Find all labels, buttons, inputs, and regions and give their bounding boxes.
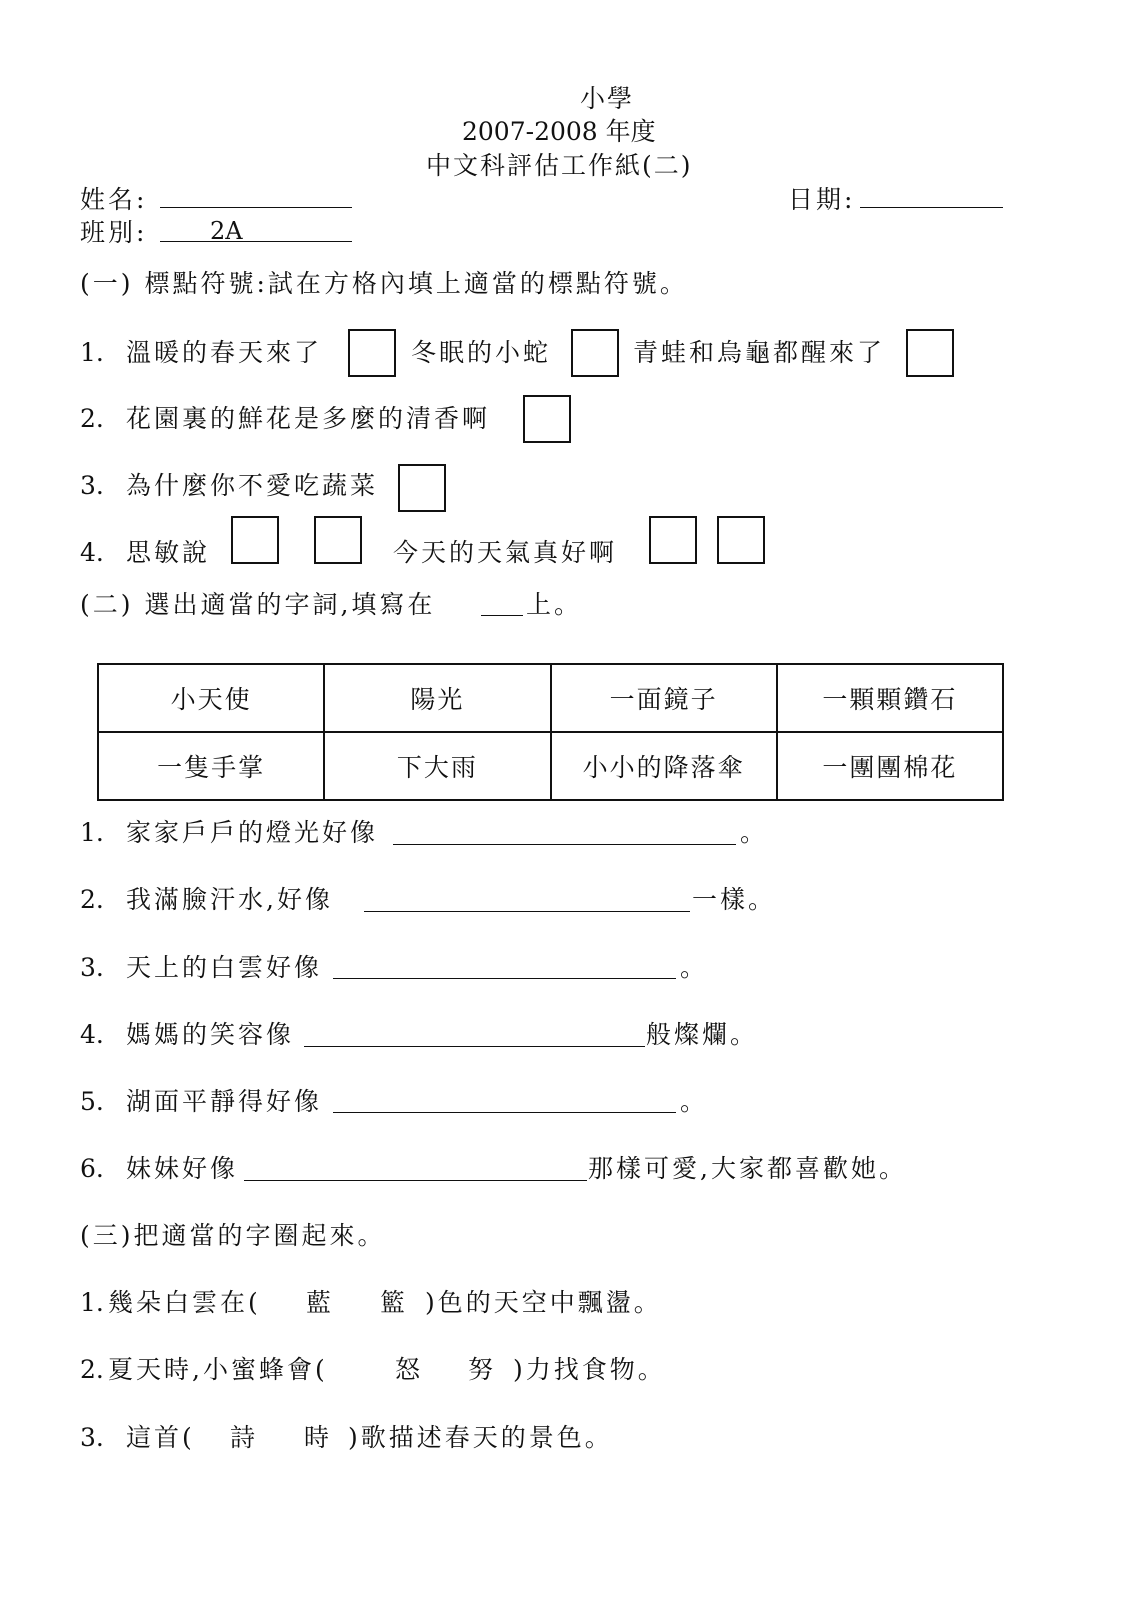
punctuation-box[interactable] [649,516,697,564]
word-cell: 一面鏡子 [551,664,777,732]
school-name: 小學 [580,84,635,113]
fill-q4-number: 4. [80,1020,104,1049]
punctuation-box[interactable] [348,329,396,377]
punctuation-box[interactable] [717,516,765,564]
fill-q2-blank[interactable] [364,911,690,912]
fill-q6-number: 6. [80,1154,104,1183]
q3-text: 為什麼你不愛吃蔬菜 [126,471,379,500]
fill-q6-blank[interactable] [244,1180,587,1181]
fill-q3-before: 天上的白雲好像 [126,953,323,982]
fill-q3-after: 。 [680,953,706,982]
fill-q5-before: 湖面平靜得好像 [126,1087,323,1116]
word-cell: 一團團棉花 [777,732,1003,800]
punctuation-box[interactable] [906,329,954,377]
q2-number: 2. [80,404,104,433]
circle-q1-after: )色的天空中飄盪。 [425,1288,662,1317]
circle-q1-option2[interactable]: 籃 [380,1288,406,1317]
fill-q3-blank[interactable] [333,978,676,979]
punctuation-box[interactable] [231,516,279,564]
word-cell: 下大雨 [324,732,550,800]
q4-text-part2: 今天的天氣真好啊 [393,538,618,567]
q1-text-part3: 青蛙和烏龜都醒來了 [633,338,886,367]
circle-q3-number: 3. [80,1423,104,1452]
fill-q2-before: 我滿臉汗水,好像 [126,885,333,914]
word-cell: 一顆顆鑽石 [777,664,1003,732]
section2-heading-blank [481,615,523,616]
word-cell: 一隻手掌 [98,732,324,800]
circle-q1-option1[interactable]: 藍 [306,1288,332,1317]
circle-q2-before: 夏天時,小蜜蜂會( [108,1355,328,1384]
punctuation-box[interactable] [398,464,446,512]
word-row [98,732,1003,800]
fill-q2-after: 一樣。 [692,885,777,914]
class-label: 班別: [80,218,148,247]
school-year: 2007-2008 年度 [462,117,656,146]
q2-text: 花園裏的鮮花是多麼的清香啊 [126,404,491,433]
q1-number: 1. [80,338,104,367]
q4-number: 4. [80,538,104,567]
word-cell: 陽光 [324,664,550,732]
circle-q3-after: )歌描述春天的景色。 [348,1423,613,1452]
q4-text-part1: 思敏說 [126,538,211,567]
worksheet-title: 中文科評估工作紙(二) [426,151,693,180]
fill-q1-before: 家家戶戶的燈光好像 [126,818,379,847]
circle-q2-option1[interactable]: 怒 [395,1355,421,1384]
circle-q2-after: )力找食物。 [513,1355,666,1384]
circle-q3-option2[interactable]: 時 [304,1423,330,1452]
circle-q3-option1[interactable]: 詩 [230,1423,256,1452]
fill-q5-blank[interactable] [333,1112,676,1113]
section1-heading: (一) 標點符號:試在方格內填上適當的標點符號。 [80,269,688,298]
name-label: 姓名: [80,185,148,214]
circle-q3-before: 這首( [126,1423,195,1452]
fill-q2-number: 2. [80,885,104,914]
fill-q5-after: 。 [680,1087,706,1116]
section2-heading-prefix: (二) 選出適當的字詞,填寫在 [80,590,436,619]
circle-q1-before: 幾朵白雲在( [108,1288,261,1317]
fill-q6-after: 那樣可愛,大家都喜歡她。 [588,1154,907,1183]
punctuation-box[interactable] [571,329,619,377]
q1-text-part1: 溫暖的春天來了 [126,338,323,367]
fill-q4-blank[interactable] [304,1046,645,1047]
fill-q4-before: 媽媽的笑容像 [126,1020,295,1049]
q1-text-part2: 冬眠的小蛇 [411,338,552,367]
fill-q1-blank[interactable] [393,844,736,845]
date-label: 日期: [788,185,856,214]
word-cell: 小天使 [98,664,324,732]
date-blank[interactable] [860,207,1003,208]
section2-heading-suffix: 上。 [526,590,583,619]
name-blank[interactable] [160,207,352,208]
fill-q1-number: 1. [80,818,104,847]
circle-q1-number: 1. [80,1288,104,1317]
circle-q2-option2[interactable]: 努 [468,1355,494,1384]
section3-heading: (三)把適當的字圈起來。 [80,1221,386,1250]
class-value: 2A [210,217,243,245]
fill-q4-after: 般燦爛。 [646,1020,759,1049]
word-cell: 小小的降落傘 [551,732,777,800]
word-choice-table [97,663,1004,801]
class-blank[interactable] [160,241,352,242]
fill-q6-before: 妹妹好像 [126,1154,239,1183]
q3-number: 3. [80,471,104,500]
fill-q1-after: 。 [740,818,766,847]
word-row [98,664,1003,732]
fill-q5-number: 5. [80,1087,104,1116]
punctuation-box[interactable] [523,395,571,443]
fill-q3-number: 3. [80,953,104,982]
punctuation-box[interactable] [314,516,362,564]
circle-q2-number: 2. [80,1355,104,1384]
